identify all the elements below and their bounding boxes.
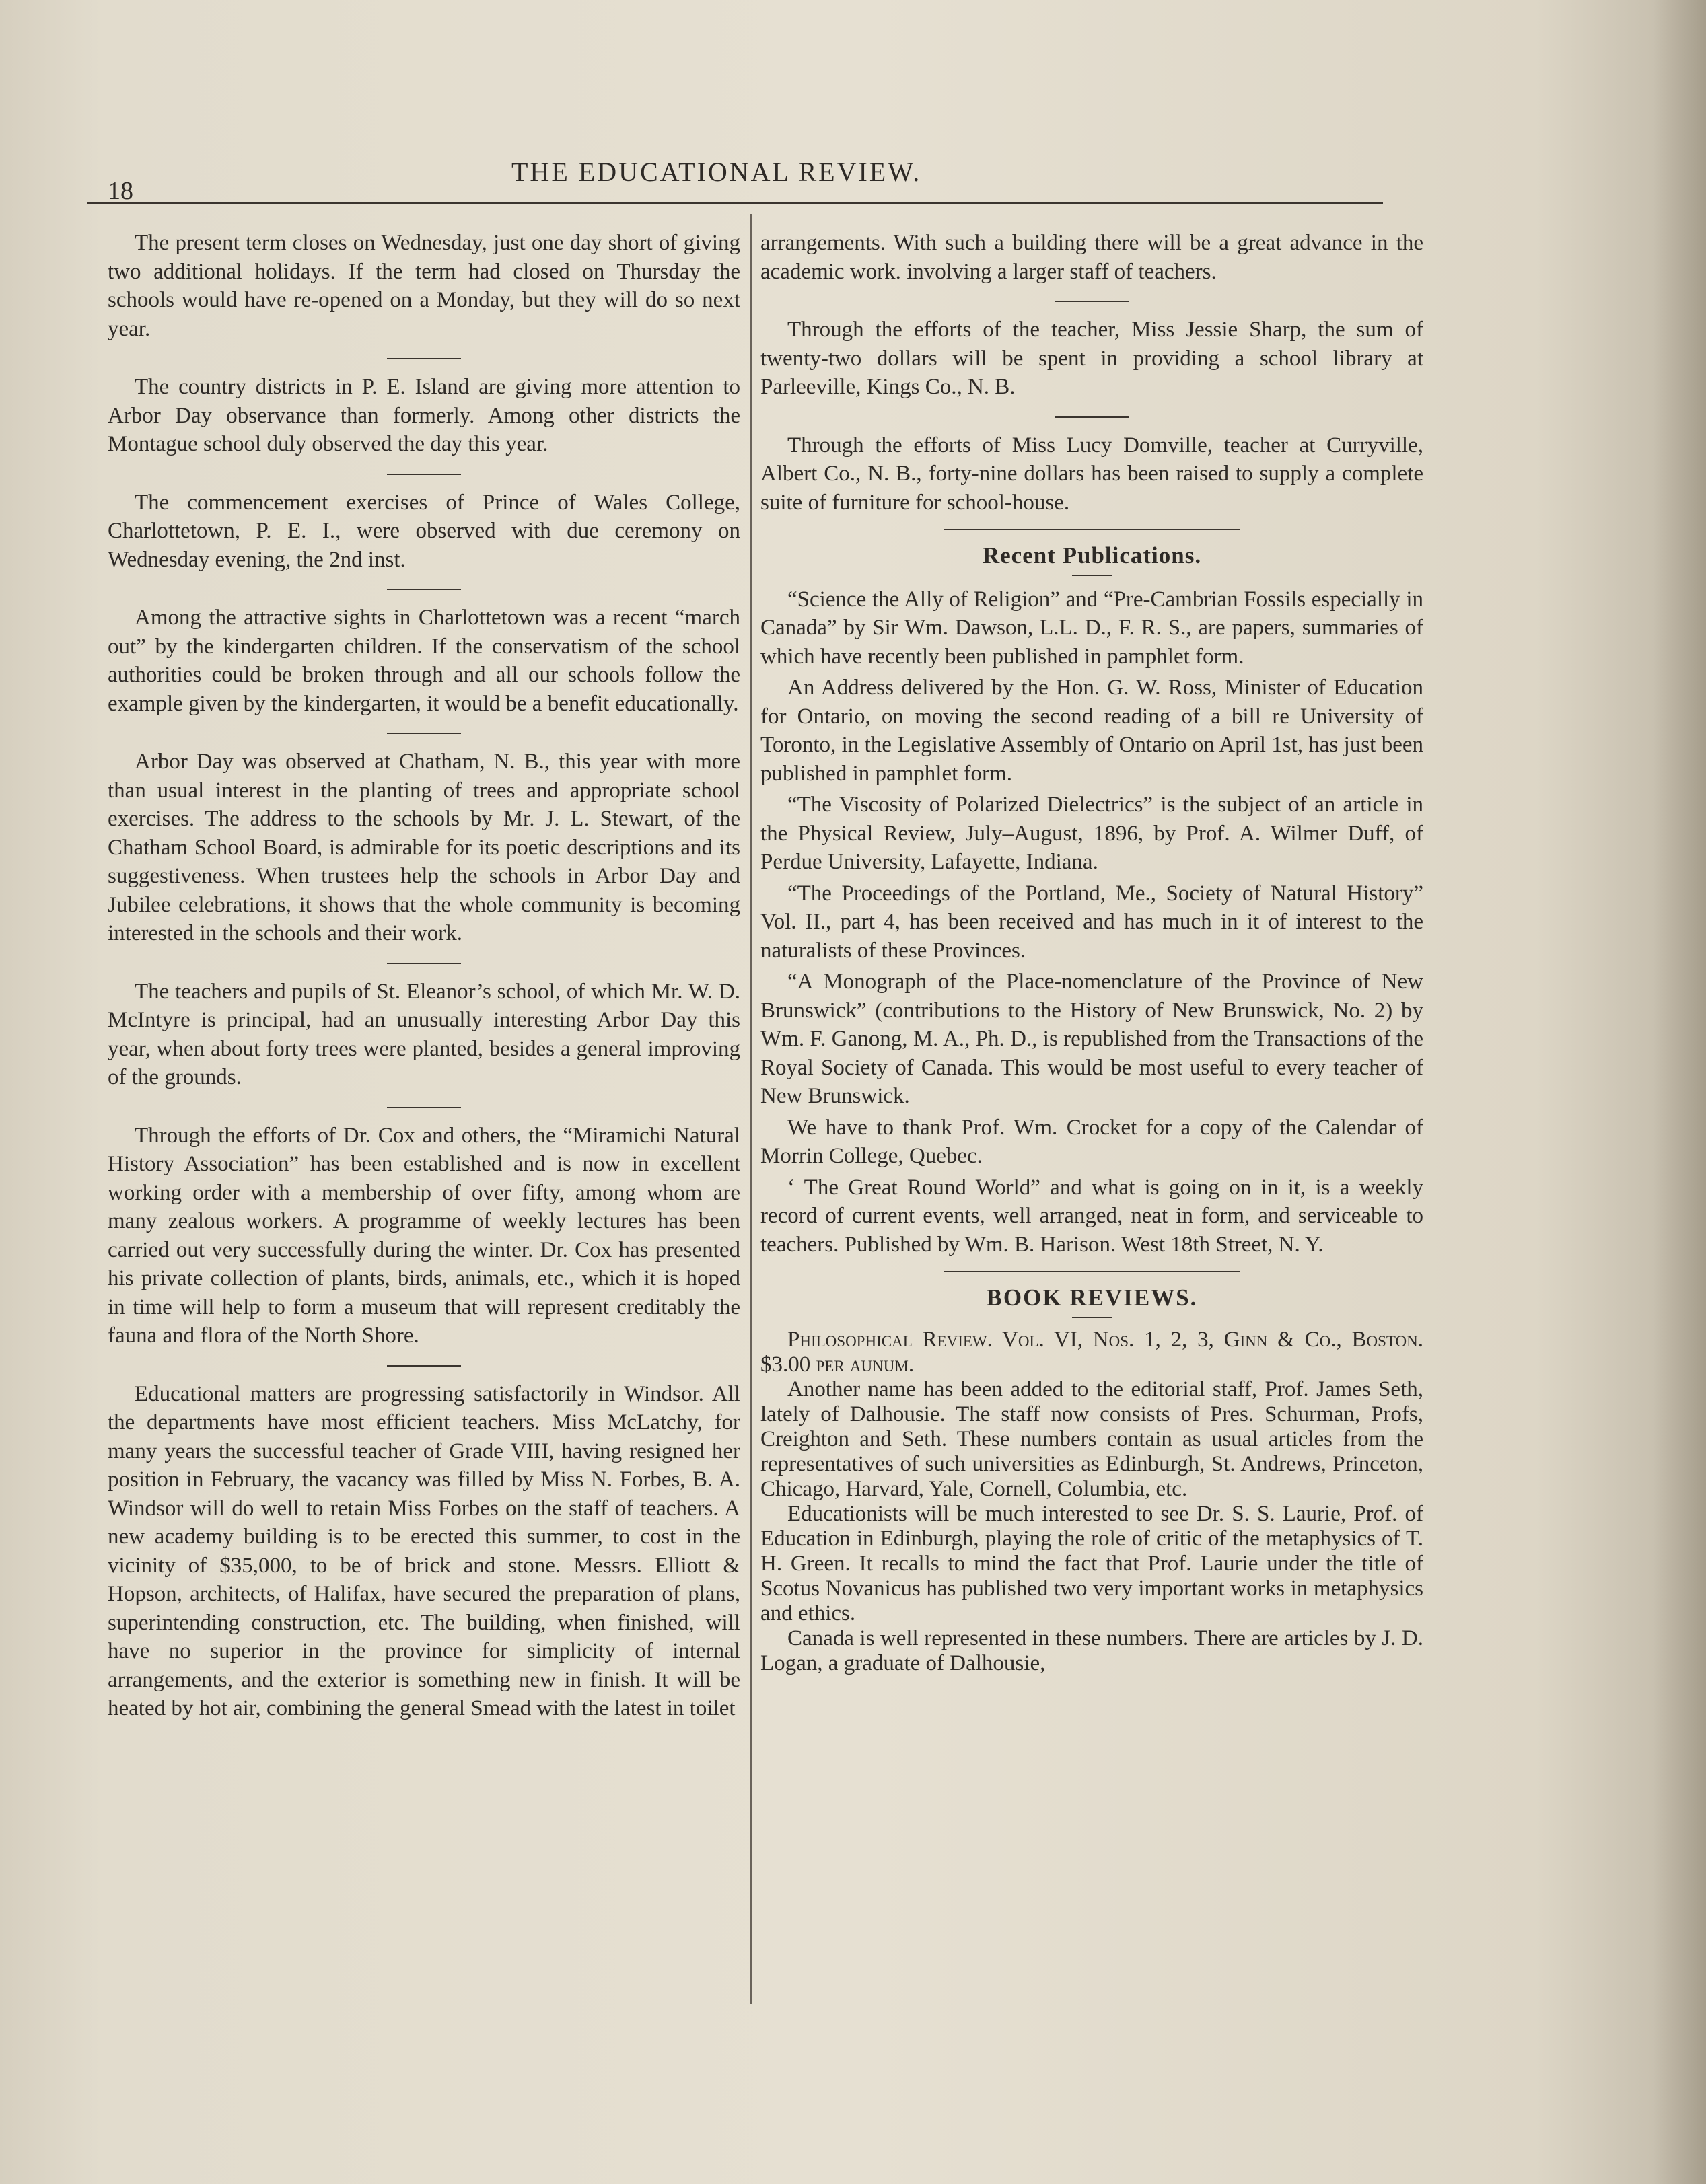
separator-rule	[1055, 301, 1129, 302]
right-column	[760, 229, 1423, 1676]
page-number: 18	[108, 177, 133, 205]
left-column	[108, 229, 740, 1723]
news-item: Among the attractive sights in Charlottetown was a recent “march out” by the kindergarten children. If the conservatism of the school authorities could be broken through and all our schools follow the example given by the kindergarten, it would be a benefit educationally.	[108, 606, 740, 716]
review-paragraph: Canada is well represented in these numbers. There are articles by J. D. Logan, a graduate of Dalhousie,	[760, 1626, 1423, 1675]
page-edge-shadow	[1652, 0, 1706, 2184]
review-paragraph: Educationists will be much interested to see Dr. S. S. Laurie, Prof. of Education in Edinburgh, playing the role of critic of the metaphysics of T. H. Green. It recalls to mind the fact that Prof. Laurie under the title of Scotus Novanicus has published two very important works in metaphysics and ethics.	[760, 1501, 1423, 1626]
book-reviews-heading: BOOK REVIEWS.	[986, 1284, 1198, 1311]
news-item: Arbor Day was observed at Chatham, N. B., this year with more than usual interest in the planting of trees and appropriate school exercises. The address to the schools by Mr. J. L. Stewart, of the Chatham School Board, is admirable for its poetic descriptions and its suggestiveness. When trustees help the schools in Arbor Day and Jubilee celebrations, it shows that the whole community is becoming interested in the schools and their work.	[108, 750, 740, 945]
news-item: Through the efforts of Miss Lucy Domville, teacher at Curryville, Albert Co., N. B., forty-nine dollars has been raised to supply a complete suite of furniture for school-house.	[760, 433, 1423, 515]
news-item: Through the efforts of the teacher, Miss Jessie Sharp, the sum of twenty-two dollars will be spent in providing a school library at Parleeville, Kings Co., N. B.	[760, 318, 1423, 399]
section-rule	[944, 529, 1240, 530]
news-item: The present term closes on Wednesday, just one day short of giving two additional holidays. If the term had closed on Thursday the schools would have re-opened on a Monday, but they will do so next year.	[108, 231, 740, 341]
publication-item: “A Monograph of the Place-nomenclature of the Province of New Brunswick” (contributions to the History of New Brunswick, No. 2) by Wm. F. Ganong, M. A., Ph. D., is republished from the Transactions of the Royal Society of Canada. This would be most useful to every teacher of New Brunswick.	[760, 970, 1423, 1108]
column-divider	[750, 214, 752, 2004]
running-title: THE EDUCATIONAL REVIEW.	[511, 157, 922, 187]
publication-item: “The Proceedings of the Portland, Me., Society of Natural History” Vol. II., part 4, has been received and has much in it of interest to the naturalists of these Provinces.	[760, 881, 1423, 963]
book-reviews-body	[760, 1327, 1423, 1676]
recent-publications-heading: Recent Publications.	[982, 542, 1202, 569]
news-item: The teachers and pupils of St. Eleanor’s school, of which Mr. W. D. McIntyre is principal, had an unusually interesting Arbor Day this year, when about forty trees were planted, besides a general improving of the grounds.	[108, 979, 740, 1089]
news-item: Educational matters are progressing satisfactorily in Windsor. All the departments have most efficient teachers. Miss McLatchy, for many years the successful teacher of Grade VIII, having resigned her position in February, the vacancy was filled by Miss N. Forbes, B. A. Windsor will do well to retain Miss Forbes on the staff of teachers. A new academy building is to be erected this summer, to cost in the vicinity of $35,000, to be of brick and stone. Messrs. Elliott & Hopson, architects, of Halifax, have secured the preparation of plans, superintending construction, etc. The building, when finished, will have no superior in the province for simplicity of internal arrangements, and the exterior is something new in finish. It will be heated by hot air, combining the general Smead with the latest in toilet	[108, 1381, 740, 1720]
separator-rule	[1055, 416, 1129, 418]
news-item: The country districts in P. E. Island are giving more attention to Arbor Day observance than formerly. Among other districts the Montague school duly observed the day this year.	[108, 375, 740, 456]
continued-paragraph: arrangements. With such a building there will be a great advance in the academic work. involving a larger staff of teachers.	[760, 231, 1423, 284]
heading-rule	[1072, 575, 1112, 576]
separator-rule	[387, 963, 461, 964]
header-rule	[87, 202, 1383, 204]
review-citation: Philosophical Review. Vol. VI, Nos. 1, 2, 3, Ginn & Co., Boston. $3.00 per aunum.	[760, 1327, 1423, 1377]
news-item: The commencement exercises of Prince of Wales College, Charlottetown, P. E. I., were observed with due ceremony on Wednesday evening, the 2nd inst.	[108, 490, 740, 572]
publication-item: An Address delivered by the Hon. G. W. Ross, Minister of Education for Ontario, on moving the second reading of a bill re University of Toronto, in the Legislative Assembly of Ontario on April 1st, has just been published in pamphlet form.	[760, 676, 1423, 786]
publication-item: ‘ The Great Round World” and what is going on in it, is a weekly record of current events, well arranged, neat in form, and serviceable to teachers. Published by Wm. B. Harison. West 18th Street, N. Y.	[760, 1175, 1423, 1257]
heading-rule	[1072, 1317, 1112, 1318]
review-paragraph: Another name has been added to the editorial staff, Prof. James Seth, lately of Dalhousie. The staff now consists of Pres. Schurman, Profs, Creighton and Seth. These numbers contain as usual articles from the representatives of such universities as Edinburgh, St. Andrews, Princeton, Chicago, Harvard, Yale, Cornell, Columbia, etc.	[760, 1377, 1423, 1501]
separator-rule	[387, 733, 461, 734]
publication-item: “Science the Ally of Religion” and “Pre-Cambrian Fossils especially in Canada” by Sir Wm. Dawson, L.L. D., F. R. S., are papers, summaries of which have recently been published in pamphlet form.	[760, 587, 1423, 669]
publication-item: We have to thank Prof. Wm. Crocket for a copy of the Calendar of Morrin College, Quebec.	[760, 1115, 1423, 1168]
separator-rule	[387, 1365, 461, 1367]
section-rule	[944, 1271, 1240, 1272]
news-item: Through the efforts of Dr. Cox and others, the “Miramichi Natural History Association” has been established and is now in excellent working order with a membership of over fifty, among whom are many zealous workers. A programme of weekly lectures has been carried out very successfully during the winter. Dr. Cox has presented his private collection of plants, birds, animals, etc., which it is hoped in time will help to form a museum that will represent creditably the fauna and flora of the North Shore.	[108, 1123, 740, 1348]
separator-rule	[387, 358, 461, 359]
separator-rule	[387, 474, 461, 475]
publication-item: “The Viscosity of Polarized Dielectrics” is the subject of an article in the Physical Review, July–August, 1896, by Prof. A. Wilmer Duff, of Perdue University, Lafayette, Indiana.	[760, 793, 1423, 874]
separator-rule	[387, 589, 461, 590]
separator-rule	[387, 1107, 461, 1108]
